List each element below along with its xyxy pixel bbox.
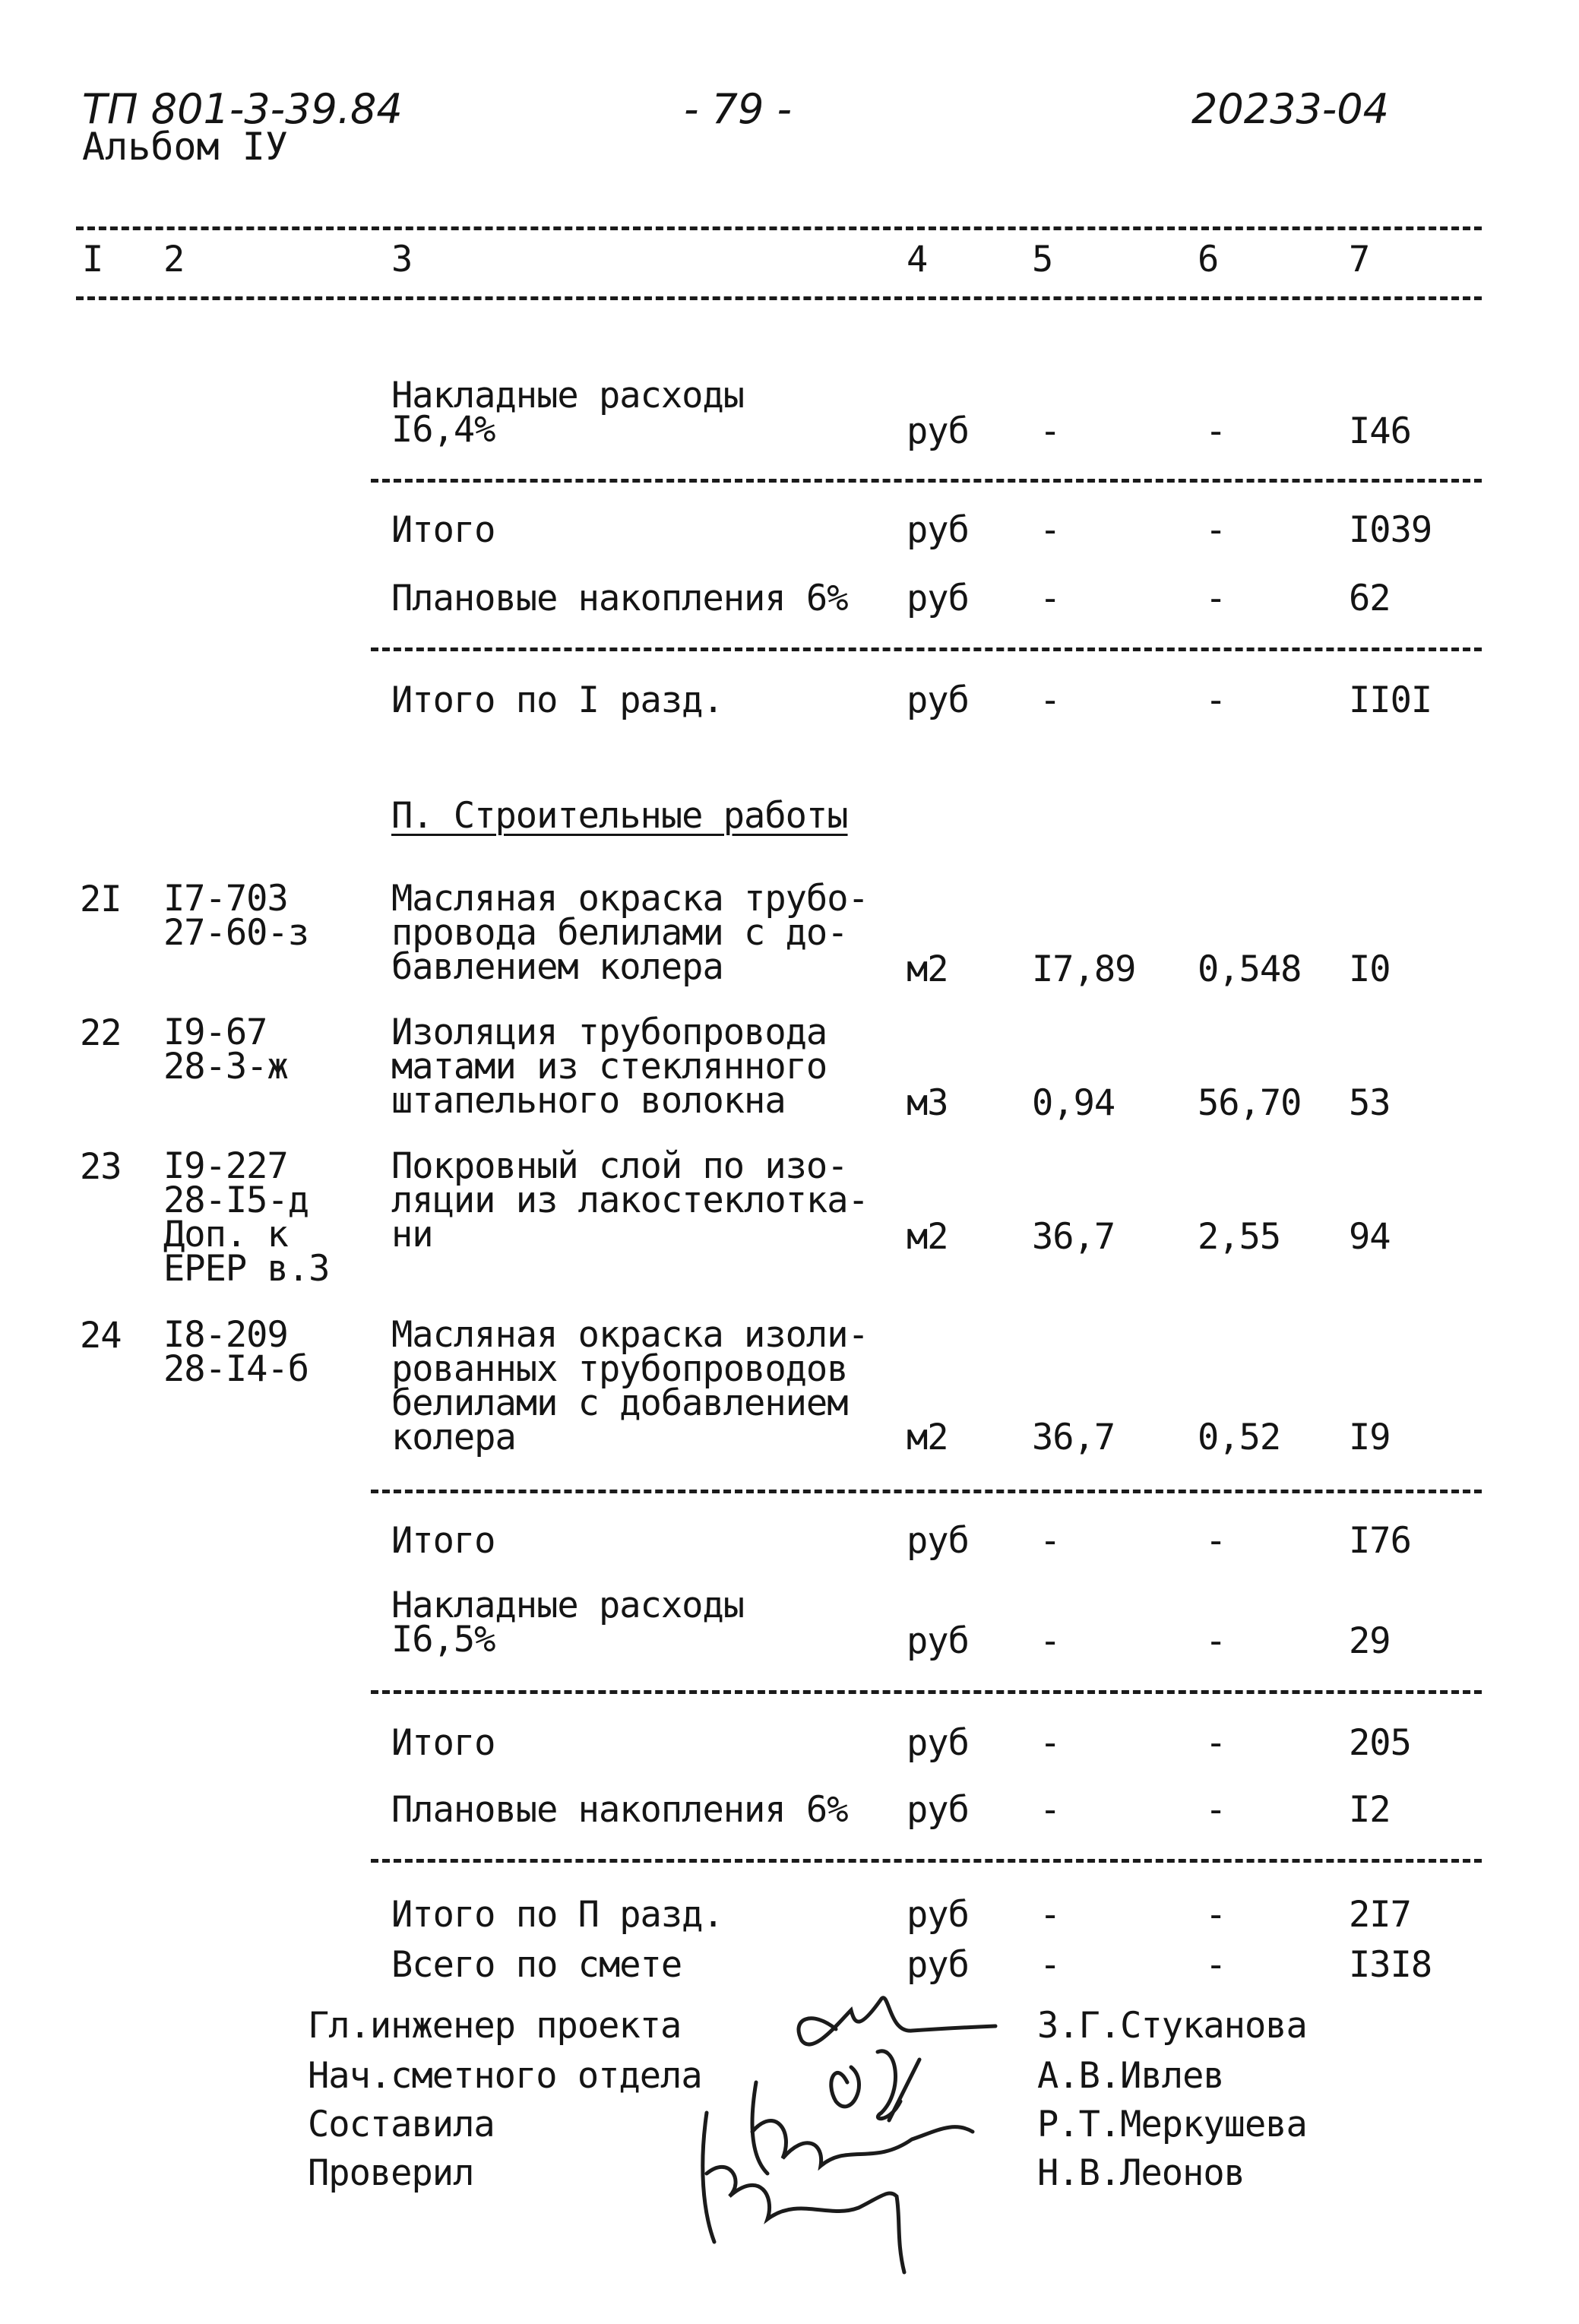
subtotal-price-s2: - bbox=[1205, 1520, 1226, 1562]
page-number: - 79 - bbox=[684, 85, 793, 133]
column-header-2: 2 bbox=[163, 239, 185, 280]
rule-s1-b bbox=[371, 647, 1482, 651]
subtotal-unit-s2: руб bbox=[907, 1520, 969, 1562]
header-bottom-rule bbox=[76, 296, 1482, 300]
item-total: 94 bbox=[1349, 1216, 1391, 1258]
signature-stroke-2 bbox=[831, 2051, 919, 2120]
signature-stroke-1 bbox=[799, 1998, 995, 2044]
overhead-total-s2: 29 bbox=[1349, 1620, 1391, 1662]
signature-role: Проверил bbox=[308, 2152, 474, 2194]
subtotal2-qty-s2: - bbox=[1039, 1722, 1061, 1764]
item-number: 24 bbox=[80, 1315, 122, 1357]
overhead-label-s2: Накладные расходы I6,5% bbox=[391, 1585, 745, 1661]
section-total-qty-s1: - bbox=[1039, 679, 1061, 721]
section-total-label-s1: Итого по I разд. bbox=[391, 679, 723, 721]
overhead-unit-s1: руб bbox=[907, 410, 969, 452]
grand-total-price: - bbox=[1205, 1944, 1226, 1986]
overhead-price-s1: - bbox=[1205, 410, 1226, 452]
section-total-unit-s2: руб bbox=[907, 1894, 969, 1936]
sheet-code: 20233-04 bbox=[1191, 85, 1389, 133]
planned-price-s2: - bbox=[1205, 1789, 1226, 1831]
section-total-total-s1: II0I bbox=[1349, 679, 1432, 721]
item-code: I8-209 28-I4-б bbox=[163, 1314, 309, 1390]
subtotal-label-s2: Итого bbox=[391, 1520, 495, 1562]
section-total-total-s2: 2I7 bbox=[1349, 1894, 1411, 1936]
signature-name: Р.Т.Меркушева bbox=[1037, 2104, 1307, 2145]
item-total: I0 bbox=[1349, 948, 1391, 990]
signature-role: Нач.сметного отдела bbox=[308, 2055, 702, 2097]
grand-total-total: I3I8 bbox=[1349, 1944, 1432, 1986]
item-description: Масляная окраска трубо- провода белилами с до- бавлением колера bbox=[391, 878, 869, 988]
grand-total-label: Всего по смете bbox=[391, 1944, 682, 1986]
item-price: 0,52 bbox=[1198, 1417, 1281, 1458]
subtotal-label-s1: Итого bbox=[391, 509, 495, 551]
item-number: 23 bbox=[80, 1146, 122, 1188]
signature-role: Составила bbox=[308, 2104, 495, 2145]
rule-s1-a bbox=[371, 479, 1482, 483]
subtotal-total-s1: I039 bbox=[1349, 509, 1432, 551]
section-total-price-s1: - bbox=[1205, 679, 1226, 721]
planned-label-s2: Плановые накопления 6% bbox=[391, 1789, 848, 1831]
column-header-7: 7 bbox=[1349, 239, 1370, 280]
grand-total-qty: - bbox=[1039, 1944, 1061, 1986]
item-total: I9 bbox=[1349, 1417, 1391, 1458]
item-price: 0,548 bbox=[1198, 948, 1302, 990]
item-unit: м2 bbox=[907, 1216, 948, 1258]
subtotal2-label-s2: Итого bbox=[391, 1722, 495, 1764]
planned-qty-s2: - bbox=[1039, 1789, 1061, 1831]
signature-name: З.Г.Стуканова bbox=[1037, 2005, 1307, 2047]
column-header-1: I bbox=[82, 239, 103, 280]
overhead-label-s1: Накладные расходы I6,4% bbox=[391, 375, 745, 451]
item-description: Покровный слой по изо- ляции из лакостеклотка- ни bbox=[391, 1145, 869, 1255]
item-qty: 36,7 bbox=[1032, 1417, 1115, 1458]
signature-stroke-4 bbox=[703, 2113, 904, 2272]
item-description: Изоляция трубопровода матами из стеклянного штапельного волокна bbox=[391, 1012, 827, 1122]
signature-name: А.В.Ивлев bbox=[1037, 2055, 1224, 2097]
overhead-price-s2: - bbox=[1205, 1620, 1226, 1662]
subtotal-price-s1: - bbox=[1205, 509, 1226, 551]
rule-s2-b bbox=[371, 1690, 1482, 1694]
item-unit: м3 bbox=[907, 1082, 948, 1124]
planned-qty-s1: - bbox=[1039, 578, 1061, 619]
planned-unit-s1: руб bbox=[907, 578, 969, 619]
planned-total-s2: I2 bbox=[1349, 1789, 1391, 1831]
rule-s2-c bbox=[371, 1859, 1482, 1863]
planned-unit-s2: руб bbox=[907, 1789, 969, 1831]
item-number: 2I bbox=[80, 879, 122, 920]
item-qty: I7,89 bbox=[1032, 948, 1136, 990]
column-header-5: 5 bbox=[1032, 239, 1053, 280]
item-code: I7-703 27-60-з bbox=[163, 878, 309, 954]
item-unit: м2 bbox=[907, 1417, 948, 1458]
album-label: Альбом IУ bbox=[82, 125, 288, 169]
rule-s2-a bbox=[371, 1490, 1482, 1493]
planned-total-s1: 62 bbox=[1349, 578, 1391, 619]
item-qty: 36,7 bbox=[1032, 1216, 1115, 1258]
overhead-total-s1: I46 bbox=[1349, 410, 1411, 452]
subtotal-total-s2: I76 bbox=[1349, 1520, 1411, 1562]
signature-role: Гл.инженер проекта bbox=[308, 2005, 682, 2047]
item-unit: м2 bbox=[907, 948, 948, 990]
item-price: 2,55 bbox=[1198, 1216, 1281, 1258]
section-total-unit-s1: руб bbox=[907, 679, 969, 721]
item-code: I9-67 28-3-ж bbox=[163, 1012, 288, 1088]
item-price: 56,70 bbox=[1198, 1082, 1302, 1124]
subtotal-qty-s1: - bbox=[1039, 509, 1061, 551]
subtotal2-total-s2: 205 bbox=[1349, 1722, 1411, 1764]
section-total-label-s2: Итого по П разд. bbox=[391, 1894, 723, 1936]
section-total-qty-s2: - bbox=[1039, 1894, 1061, 1936]
overhead-unit-s2: руб bbox=[907, 1620, 969, 1662]
column-header-4: 4 bbox=[907, 239, 928, 280]
signature-name: Н.В.Леонов bbox=[1037, 2152, 1245, 2194]
item-code: I9-227 28-I5-д Доп. к ЕРЕР в.3 bbox=[163, 1145, 330, 1290]
item-description: Масляная окраска изоли- рованных трубопроводов белилами с добавлением колера bbox=[391, 1314, 869, 1458]
subtotal-qty-s2: - bbox=[1039, 1520, 1061, 1562]
item-total: 53 bbox=[1349, 1082, 1391, 1124]
header-top-rule bbox=[76, 226, 1482, 230]
section-total-price-s2: - bbox=[1205, 1894, 1226, 1936]
grand-total-unit: руб bbox=[907, 1944, 969, 1986]
section-title: П. Строительные работы bbox=[391, 795, 848, 837]
subtotal-unit-s1: руб bbox=[907, 509, 969, 551]
column-header-3: 3 bbox=[391, 239, 413, 280]
subtotal2-price-s2: - bbox=[1205, 1722, 1226, 1764]
column-header-6: 6 bbox=[1198, 239, 1219, 280]
planned-label-s1: Плановые накопления 6% bbox=[391, 578, 848, 619]
item-number: 22 bbox=[80, 1012, 122, 1054]
overhead-qty-s2: - bbox=[1039, 1620, 1061, 1662]
signature-stroke-3 bbox=[752, 2082, 973, 2174]
overhead-qty-s1: - bbox=[1039, 410, 1061, 452]
handwritten-signatures bbox=[661, 1968, 1041, 2288]
planned-price-s1: - bbox=[1205, 578, 1226, 619]
subtotal2-unit-s2: руб bbox=[907, 1722, 969, 1764]
document-code: ТП 801-3-39.84 bbox=[82, 85, 403, 133]
item-qty: 0,94 bbox=[1032, 1082, 1115, 1124]
